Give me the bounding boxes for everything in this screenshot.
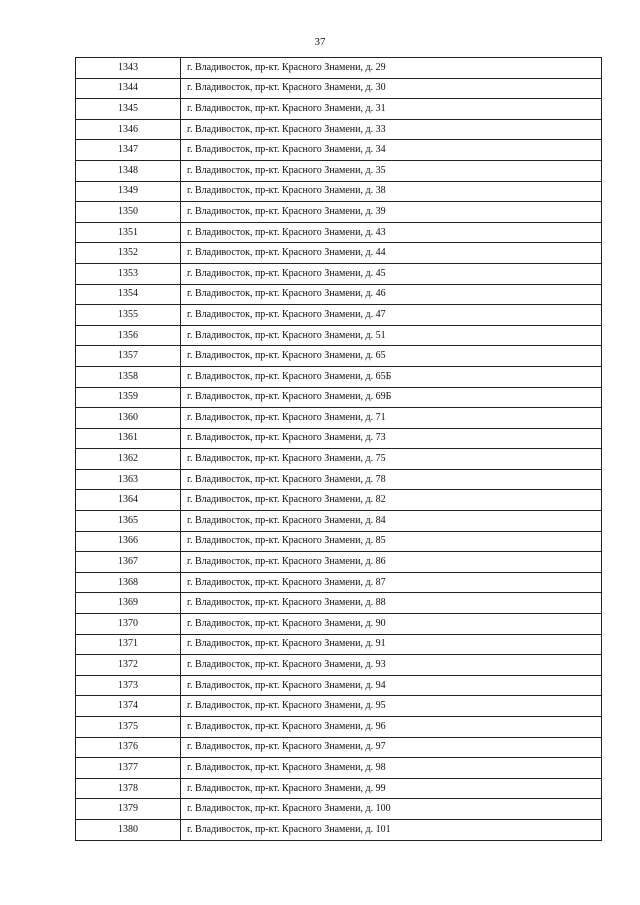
row-number-cell: 1356 bbox=[76, 325, 181, 346]
row-number-cell: 1355 bbox=[76, 305, 181, 326]
address-cell: г. Владивосток, пр-кт. Красного Знамени, д. 35 bbox=[181, 160, 602, 181]
row-number-cell: 1346 bbox=[76, 119, 181, 140]
address-cell: г. Владивосток, пр-кт. Красного Знамени, д. 84 bbox=[181, 511, 602, 532]
table-row bbox=[76, 305, 602, 326]
address-cell: г. Владивосток, пр-кт. Красного Знамени, д. 82 bbox=[181, 490, 602, 511]
table-row bbox=[76, 819, 602, 840]
address-cell: г. Владивосток, пр-кт. Красного Знамени, д. 99 bbox=[181, 778, 602, 799]
address-cell: г. Владивосток, пр-кт. Красного Знамени, д. 43 bbox=[181, 222, 602, 243]
address-cell: г. Владивосток, пр-кт. Красного Знамени, д. 100 bbox=[181, 799, 602, 820]
table-row bbox=[76, 346, 602, 367]
address-cell: г. Владивосток, пр-кт. Красного Знамени, д. 29 bbox=[181, 58, 602, 79]
address-cell: г. Владивосток, пр-кт. Красного Знамени, д. 51 bbox=[181, 325, 602, 346]
table-row bbox=[76, 99, 602, 120]
address-cell: г. Владивосток, пр-кт. Красного Знамени, д. 98 bbox=[181, 758, 602, 779]
address-table-body bbox=[76, 58, 602, 841]
row-number-cell: 1379 bbox=[76, 799, 181, 820]
row-number-cell: 1351 bbox=[76, 222, 181, 243]
table-row bbox=[76, 428, 602, 449]
address-cell: г. Владивосток, пр-кт. Красного Знамени, д. 101 bbox=[181, 819, 602, 840]
table-row bbox=[76, 717, 602, 738]
address-cell: г. Владивосток, пр-кт. Красного Знамени, д. 78 bbox=[181, 469, 602, 490]
row-number-cell: 1359 bbox=[76, 387, 181, 408]
table-row bbox=[76, 675, 602, 696]
address-cell: г. Владивосток, пр-кт. Красного Знамени, д. 88 bbox=[181, 593, 602, 614]
table-row bbox=[76, 325, 602, 346]
row-number-cell: 1361 bbox=[76, 428, 181, 449]
row-number-cell: 1367 bbox=[76, 552, 181, 573]
table-row bbox=[76, 593, 602, 614]
row-number-cell: 1373 bbox=[76, 675, 181, 696]
table-row bbox=[76, 119, 602, 140]
row-number-cell: 1362 bbox=[76, 449, 181, 470]
address-cell: г. Владивосток, пр-кт. Красного Знамени, д. 45 bbox=[181, 263, 602, 284]
address-cell: г. Владивосток, пр-кт. Красного Знамени, д. 86 bbox=[181, 552, 602, 573]
table-row bbox=[76, 222, 602, 243]
row-number-cell: 1345 bbox=[76, 99, 181, 120]
table-row bbox=[76, 758, 602, 779]
table-row bbox=[76, 634, 602, 655]
row-number-cell: 1377 bbox=[76, 758, 181, 779]
row-number-cell: 1354 bbox=[76, 284, 181, 305]
row-number-cell: 1363 bbox=[76, 469, 181, 490]
address-cell: г. Владивосток, пр-кт. Красного Знамени, д. 44 bbox=[181, 243, 602, 264]
address-cell: г. Владивосток, пр-кт. Красного Знамени, д. 65 bbox=[181, 346, 602, 367]
table-row bbox=[76, 696, 602, 717]
row-number-cell: 1376 bbox=[76, 737, 181, 758]
address-cell: г. Владивосток, пр-кт. Красного Знамени, д. 85 bbox=[181, 531, 602, 552]
address-cell: г. Владивосток, пр-кт. Красного Знамени, д. 94 bbox=[181, 675, 602, 696]
table-row bbox=[76, 140, 602, 161]
table-row bbox=[76, 449, 602, 470]
address-cell: г. Владивосток, пр-кт. Красного Знамени, д. 69Б bbox=[181, 387, 602, 408]
table-row bbox=[76, 655, 602, 676]
address-cell: г. Владивосток, пр-кт. Красного Знамени, д. 93 bbox=[181, 655, 602, 676]
address-cell: г. Владивосток, пр-кт. Красного Знамени, д. 87 bbox=[181, 572, 602, 593]
table-row bbox=[76, 78, 602, 99]
table-row bbox=[76, 284, 602, 305]
address-cell: г. Владивосток, пр-кт. Красного Знамени, д. 91 bbox=[181, 634, 602, 655]
row-number-cell: 1368 bbox=[76, 572, 181, 593]
row-number-cell: 1369 bbox=[76, 593, 181, 614]
table-row bbox=[76, 202, 602, 223]
table-row bbox=[76, 614, 602, 635]
table-row bbox=[76, 778, 602, 799]
table-row bbox=[76, 263, 602, 284]
address-cell: г. Владивосток, пр-кт. Красного Знамени, д. 71 bbox=[181, 408, 602, 429]
table-row bbox=[76, 366, 602, 387]
address-cell: г. Владивосток, пр-кт. Красного Знамени, д. 65Б bbox=[181, 366, 602, 387]
address-cell: г. Владивосток, пр-кт. Красного Знамени, д. 75 bbox=[181, 449, 602, 470]
table-row bbox=[76, 572, 602, 593]
row-number-cell: 1375 bbox=[76, 717, 181, 738]
row-number-cell: 1348 bbox=[76, 160, 181, 181]
address-cell: г. Владивосток, пр-кт. Красного Знамени, д. 73 bbox=[181, 428, 602, 449]
row-number-cell: 1347 bbox=[76, 140, 181, 161]
page-number: 37 bbox=[314, 36, 326, 48]
table-row bbox=[76, 531, 602, 552]
row-number-cell: 1374 bbox=[76, 696, 181, 717]
row-number-cell: 1360 bbox=[76, 408, 181, 429]
row-number-cell: 1370 bbox=[76, 614, 181, 635]
address-cell: г. Владивосток, пр-кт. Красного Знамени, д. 39 bbox=[181, 202, 602, 223]
row-number-cell: 1378 bbox=[76, 778, 181, 799]
row-number-cell: 1372 bbox=[76, 655, 181, 676]
row-number-cell: 1357 bbox=[76, 346, 181, 367]
row-number-cell: 1366 bbox=[76, 531, 181, 552]
row-number-cell: 1358 bbox=[76, 366, 181, 387]
table-row bbox=[76, 552, 602, 573]
address-cell: г. Владивосток, пр-кт. Красного Знамени, д. 47 bbox=[181, 305, 602, 326]
row-number-cell: 1365 bbox=[76, 511, 181, 532]
table-row bbox=[76, 511, 602, 532]
address-cell: г. Владивосток, пр-кт. Красного Знамени, д. 96 bbox=[181, 717, 602, 738]
address-cell: г. Владивосток, пр-кт. Красного Знамени, д. 30 bbox=[181, 78, 602, 99]
address-cell: г. Владивосток, пр-кт. Красного Знамени, д. 97 bbox=[181, 737, 602, 758]
address-cell: г. Владивосток, пр-кт. Красного Знамени, д. 33 bbox=[181, 119, 602, 140]
row-number-cell: 1380 bbox=[76, 819, 181, 840]
table-row bbox=[76, 408, 602, 429]
address-cell: г. Владивосток, пр-кт. Красного Знамени, д. 34 bbox=[181, 140, 602, 161]
address-table bbox=[75, 57, 602, 841]
row-number-cell: 1352 bbox=[76, 243, 181, 264]
address-cell: г. Владивосток, пр-кт. Красного Знамени, д. 95 bbox=[181, 696, 602, 717]
row-number-cell: 1344 bbox=[76, 78, 181, 99]
table-row bbox=[76, 469, 602, 490]
table-row bbox=[76, 58, 602, 79]
row-number-cell: 1350 bbox=[76, 202, 181, 223]
table-row bbox=[76, 243, 602, 264]
table-row bbox=[76, 160, 602, 181]
row-number-cell: 1364 bbox=[76, 490, 181, 511]
row-number-cell: 1349 bbox=[76, 181, 181, 202]
table-row bbox=[76, 737, 602, 758]
table-row bbox=[76, 181, 602, 202]
row-number-cell: 1353 bbox=[76, 263, 181, 284]
row-number-cell: 1343 bbox=[76, 58, 181, 79]
address-cell: г. Владивосток, пр-кт. Красного Знамени, д. 46 bbox=[181, 284, 602, 305]
table-row bbox=[76, 387, 602, 408]
address-cell: г. Владивосток, пр-кт. Красного Знамени, д. 38 bbox=[181, 181, 602, 202]
table-row bbox=[76, 490, 602, 511]
table-row bbox=[76, 799, 602, 820]
address-cell: г. Владивосток, пр-кт. Красного Знамени, д. 90 bbox=[181, 614, 602, 635]
row-number-cell: 1371 bbox=[76, 634, 181, 655]
address-cell: г. Владивосток, пр-кт. Красного Знамени, д. 31 bbox=[181, 99, 602, 120]
